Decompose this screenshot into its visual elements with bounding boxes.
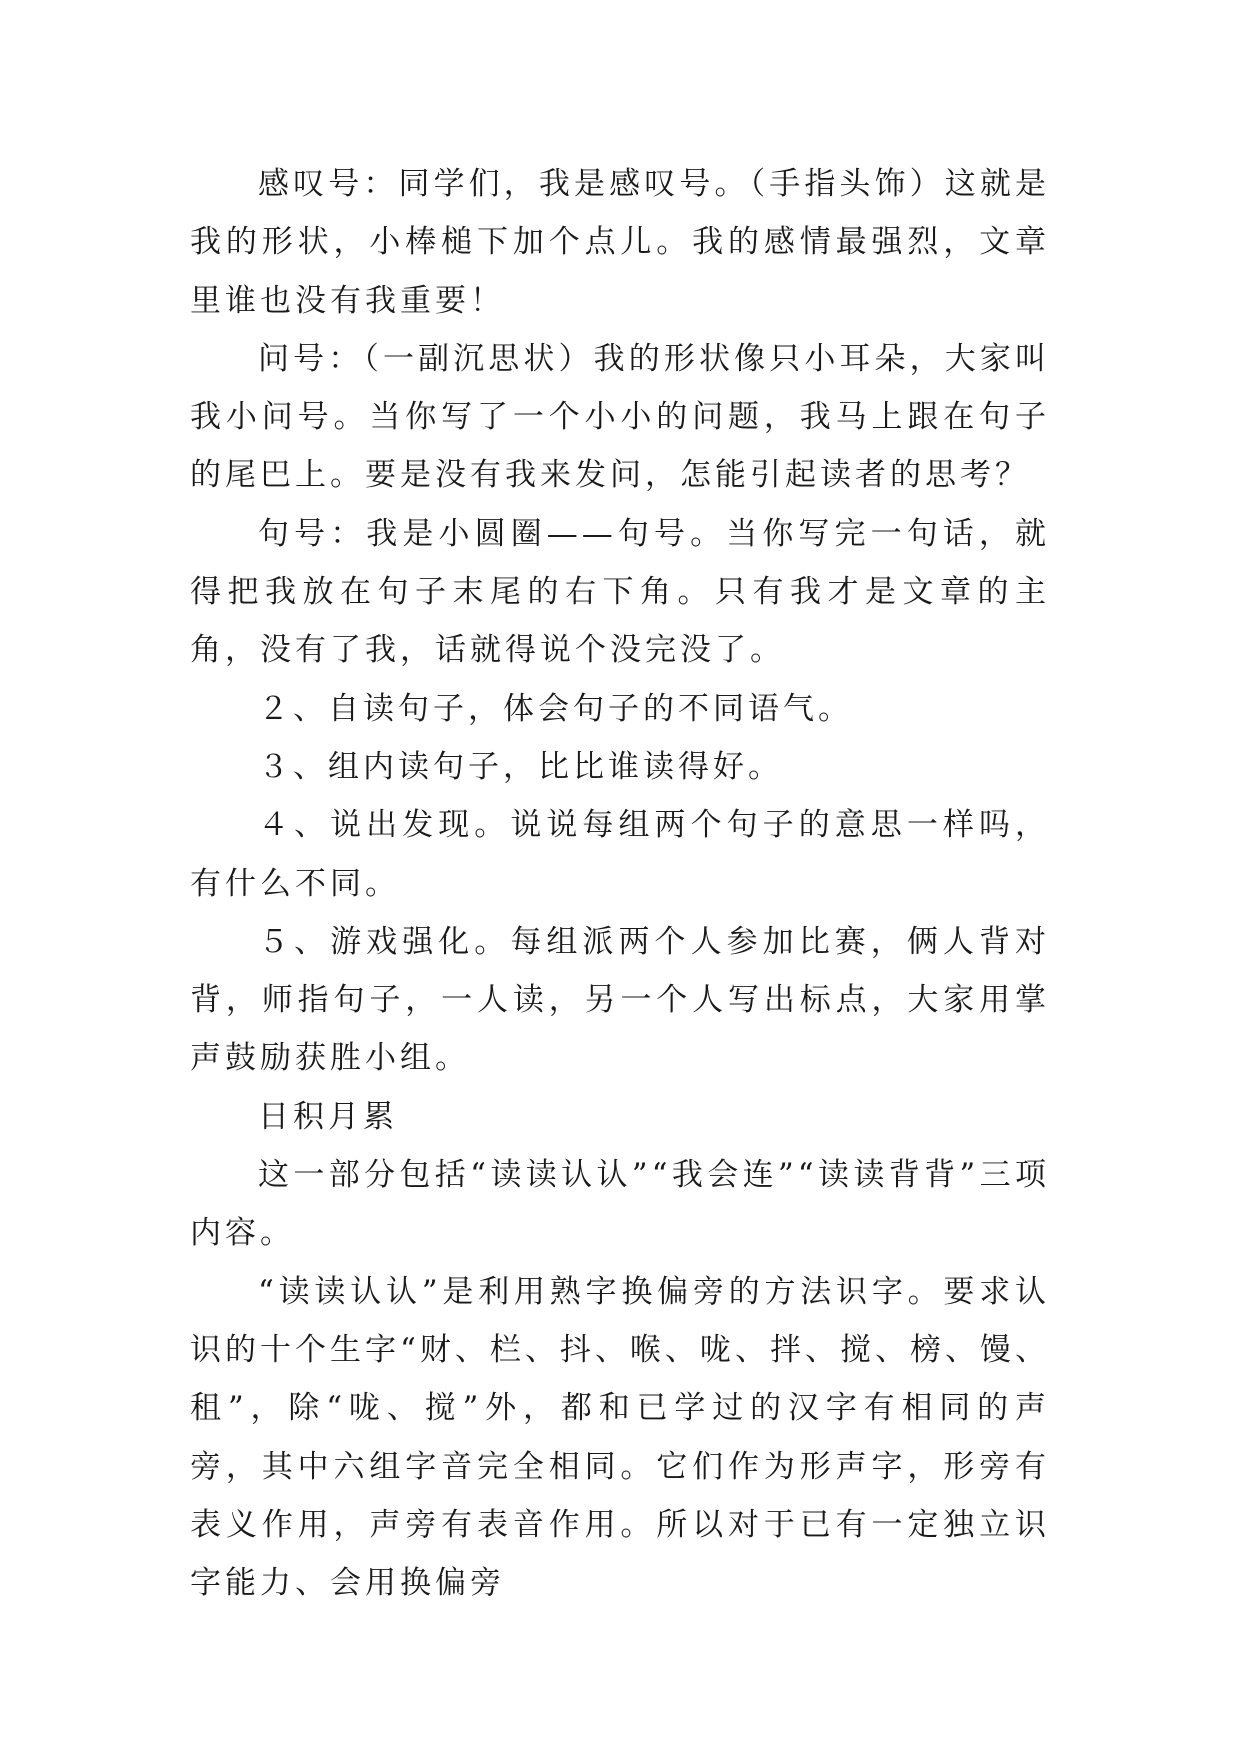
step-3: ３、组内读句子，比比谁读得好。 <box>258 748 783 785</box>
paragraph-question-mark: 问号：（一副沉思状）我的形状像只小耳朵，大家叫我小问号。当你写了一个小小的问题，我马上跟在句子的尾巴上。要是没有我来发问，怎能引起读者的思考？ <box>190 340 1050 494</box>
document-body <box>190 155 1050 1612</box>
step-5: ５、游戏强化。每组派两个人参加比赛，俩人背对背，师指句子，一人读，另一个人写出标点，大家用掌声鼓励获胜小组。 <box>190 923 1050 1077</box>
section-heading: 日积月累 <box>258 1098 398 1135</box>
paragraph-reading-recognition: “读读认认”是利用熟字换偏旁的方法识字。要求认识的十个生字“财、栏、抖、喉、咙、拌、搅、榜、馒、租”，除“咙、搅”外，都和已学过的汉字有相同的声旁，其中六组字音完全相同。它们作为形声字，形旁有表义作用，声旁有表音作用。所以对于已有一定独立识字能力、会用换偏旁 <box>190 1273 1050 1602</box>
step-2: ２、自读句子，体会句子的不同语气。 <box>258 690 853 727</box>
paragraph-period: 句号：我是小圆圈——句号。当你写完一句话，就得把我放在句子末尾的右下角。只有我才是文章的主角，没有了我，话就得说个没完没了。 <box>190 515 1050 669</box>
section-intro: 这一部分包括“读读认认”“我会连”“读读背背”三项内容。 <box>190 1157 1050 1252</box>
paragraph-exclamation-mark: 感叹号：同学们，我是感叹号。（手指头饰）这就是我的形状，小棒槌下加个点儿。我的感情最强烈，文章里谁也没有我重要！ <box>190 166 1050 319</box>
step-4: ４、说出发现。说说每组两个句子的意思一样吗，有什么不同。 <box>190 807 1050 902</box>
